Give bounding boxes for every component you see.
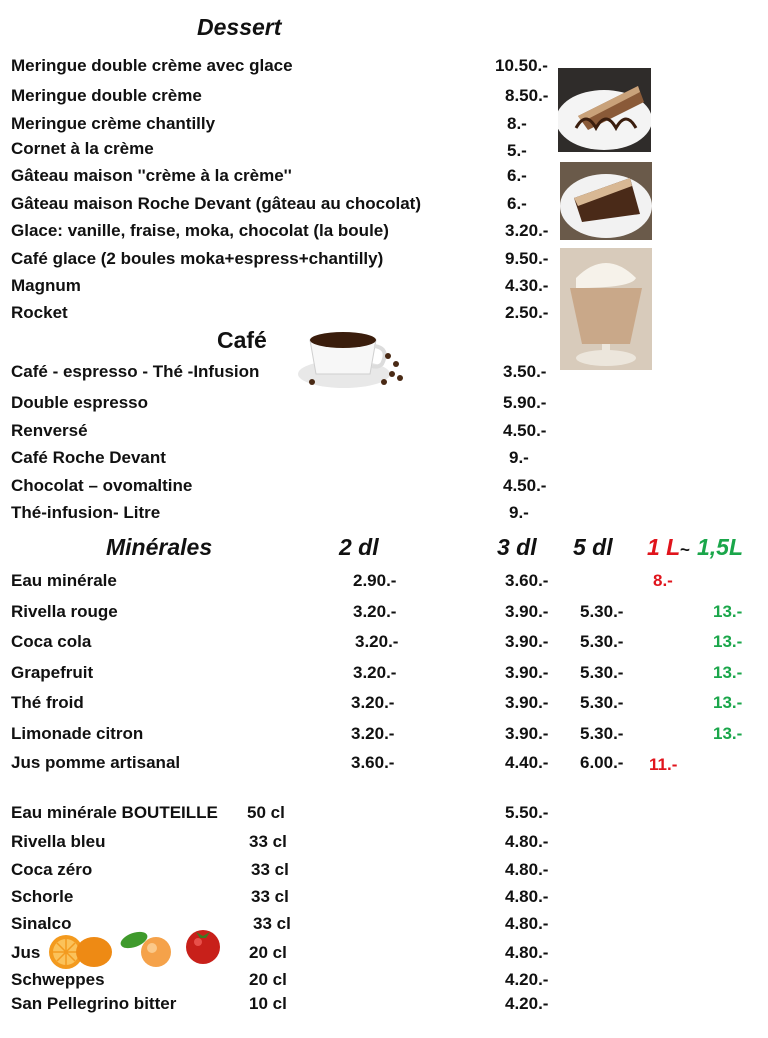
mineral-price-2dl: 3.60.- [351, 753, 395, 772]
bottle-price: 4.80.- [505, 914, 549, 933]
cafe-item-name: Renversé [11, 421, 88, 440]
bottle-price: 4.80.- [505, 887, 549, 906]
bottle-name: Eau minérale BOUTEILLE [11, 803, 218, 822]
col-header-2dl: 2 dl [339, 534, 379, 560]
bottle-name: Schorle [11, 887, 74, 906]
bottle-price: 5.50.- [505, 803, 549, 822]
bottle-name: Jus [11, 943, 41, 962]
bottle-name: Coca zéro [11, 860, 93, 879]
bottle-size: 33 cl [251, 887, 289, 906]
mineral-row-name: Thé froid [11, 693, 84, 712]
col-header-3dl: 3 dl [497, 534, 537, 560]
mineral-price-5dl: 5.30.- [580, 724, 624, 743]
col-header-separator: ~ [680, 540, 690, 559]
cafe-item-price: 4.50.- [503, 476, 547, 495]
dessert-item-price: 4.30.- [505, 276, 549, 295]
bottle-size: 33 cl [253, 914, 291, 933]
bottle-price: 4.20.- [505, 970, 549, 989]
mineral-price-2dl: 3.20.- [355, 632, 399, 651]
cafe-item-name: Café Roche Devant [11, 448, 166, 467]
cafe-glace-photo [560, 248, 652, 370]
mineral-row-name: Jus pomme artisanal [11, 753, 181, 772]
mineral-price-3dl: 3.60.- [505, 571, 549, 590]
dessert-item-name: Café glace (2 boules moka+espress+chantilly) [11, 249, 384, 268]
dessert-item-price: 8.- [507, 114, 527, 133]
dessert-item-name: Gâteau maison ''crème à la crème'' [11, 166, 292, 185]
tomato-icon [184, 924, 222, 966]
bottle-name: Schweppes [11, 970, 105, 989]
dessert-item-name: Meringue crème chantilly [11, 114, 216, 133]
mineral-price-1-5l: 13.- [713, 724, 743, 743]
mineral-price-5dl: 6.00.- [580, 753, 624, 772]
mineral-price-3dl: 3.90.- [505, 693, 549, 712]
bottle-size: 10 cl [249, 994, 287, 1013]
mineral-price-2dl: 2.90.- [353, 571, 397, 590]
cafe-item-name: Café - espresso - Thé -Infusion [11, 362, 260, 381]
bottle-price: 4.80.- [505, 832, 549, 851]
dessert-item-price: 2.50.- [505, 303, 549, 322]
bottle-name: Rivella bleu [11, 832, 106, 851]
dessert-item-name: Meringue double crème [11, 86, 202, 105]
dessert-item-price: 3.20.- [505, 221, 549, 240]
mineral-price-5dl: 5.30.- [580, 663, 624, 682]
mineral-price-2dl: 3.20.- [351, 724, 395, 743]
mineral-price-2dl: 3.20.- [351, 693, 395, 712]
mineral-price-1-5l: 13.- [713, 663, 743, 682]
mineral-price-5dl: 5.30.- [580, 693, 624, 712]
mineral-price-3dl: 3.90.- [505, 724, 549, 743]
cafe-item-name: Chocolat – ovomaltine [11, 476, 193, 495]
mineral-price-2dl: 3.20.- [353, 602, 397, 621]
bottle-size: 33 cl [249, 832, 287, 851]
cafe-item-price: 9.- [509, 448, 529, 467]
dessert-title: Dessert [197, 14, 282, 40]
tarte-photo [558, 68, 651, 152]
mineral-price-3dl: 3.90.- [505, 663, 549, 682]
mineral-price-3dl: 3.90.- [505, 632, 549, 651]
mineral-price-1-5l: 13.- [713, 602, 743, 621]
mineral-row-name: Grapefruit [11, 663, 94, 682]
bottle-size: 20 cl [249, 970, 287, 989]
cafe-item-name: Thé-infusion- Litre [11, 503, 161, 522]
bottle-name: San Pellegrino bitter [11, 994, 177, 1013]
dessert-item-name: Glace: vanille, fraise, moka, chocolat (la boule) [11, 221, 389, 240]
mineral-row-name: Coca cola [11, 632, 92, 651]
bottle-size: 50 cl [247, 803, 285, 822]
dessert-item-name: Cornet à la crème [11, 139, 154, 158]
dessert-item-name: Gâteau maison Roche Devant (gâteau au chocolat) [11, 194, 421, 213]
mineral-price-5dl: 5.30.- [580, 602, 624, 621]
mineral-row-name: Rivella rouge [11, 602, 118, 621]
coffee-cup-photo [296, 322, 408, 394]
mineral-price-3dl: 4.40.- [505, 753, 549, 772]
col-header-1l: 1 L [647, 534, 681, 560]
gateau-chocolat-photo [560, 162, 652, 240]
dessert-item-price: 9.50.- [505, 249, 549, 268]
mineral-price-1-5l: 13.- [713, 693, 743, 712]
minerales-title: Minérales [106, 534, 213, 560]
cafe-item-price: 5.90.- [503, 393, 547, 412]
dessert-item-price: 6.- [507, 166, 527, 185]
cafe-item-price: 9.- [509, 503, 529, 522]
mineral-price-3dl: 3.90.- [505, 602, 549, 621]
mineral-row-name: Limonade citron [11, 724, 144, 743]
dessert-item-name: Magnum [11, 276, 81, 295]
mineral-row-name: Eau minérale [11, 571, 117, 590]
col-header-5dl: 5 dl [573, 534, 613, 560]
dessert-item-price: 5.- [507, 141, 527, 160]
mineral-price-1l: 11.- [649, 755, 678, 774]
bottle-price: 4.20.- [505, 994, 549, 1013]
apricot-icon [118, 926, 176, 968]
dessert-item-price: 10.50.- [495, 56, 548, 75]
bottle-size: 20 cl [249, 943, 287, 962]
cafe-item-name: Double espresso [11, 393, 148, 412]
mineral-price-1-5l: 13.- [713, 632, 743, 651]
dessert-item-price: 8.50.- [505, 86, 549, 105]
cafe-item-price: 3.50.- [503, 362, 547, 381]
mineral-price-5dl: 5.30.- [580, 632, 624, 651]
mineral-price-1l: 8.- [653, 571, 673, 590]
bottle-price: 4.80.- [505, 860, 549, 879]
dessert-item-price: 6.- [507, 194, 527, 213]
cafe-title: Café [217, 327, 267, 353]
col-header-1-5l: 1,5L [697, 534, 744, 560]
orange-icon [44, 930, 114, 970]
mineral-price-2dl: 3.20.- [353, 663, 397, 682]
bottle-price: 4.80.- [505, 943, 549, 962]
bottle-size: 33 cl [251, 860, 289, 879]
bottle-name: Sinalco [11, 914, 72, 933]
dessert-item-name: Meringue double crème avec glace [11, 56, 293, 75]
dessert-item-name: Rocket [11, 303, 68, 322]
cafe-item-price: 4.50.- [503, 421, 547, 440]
